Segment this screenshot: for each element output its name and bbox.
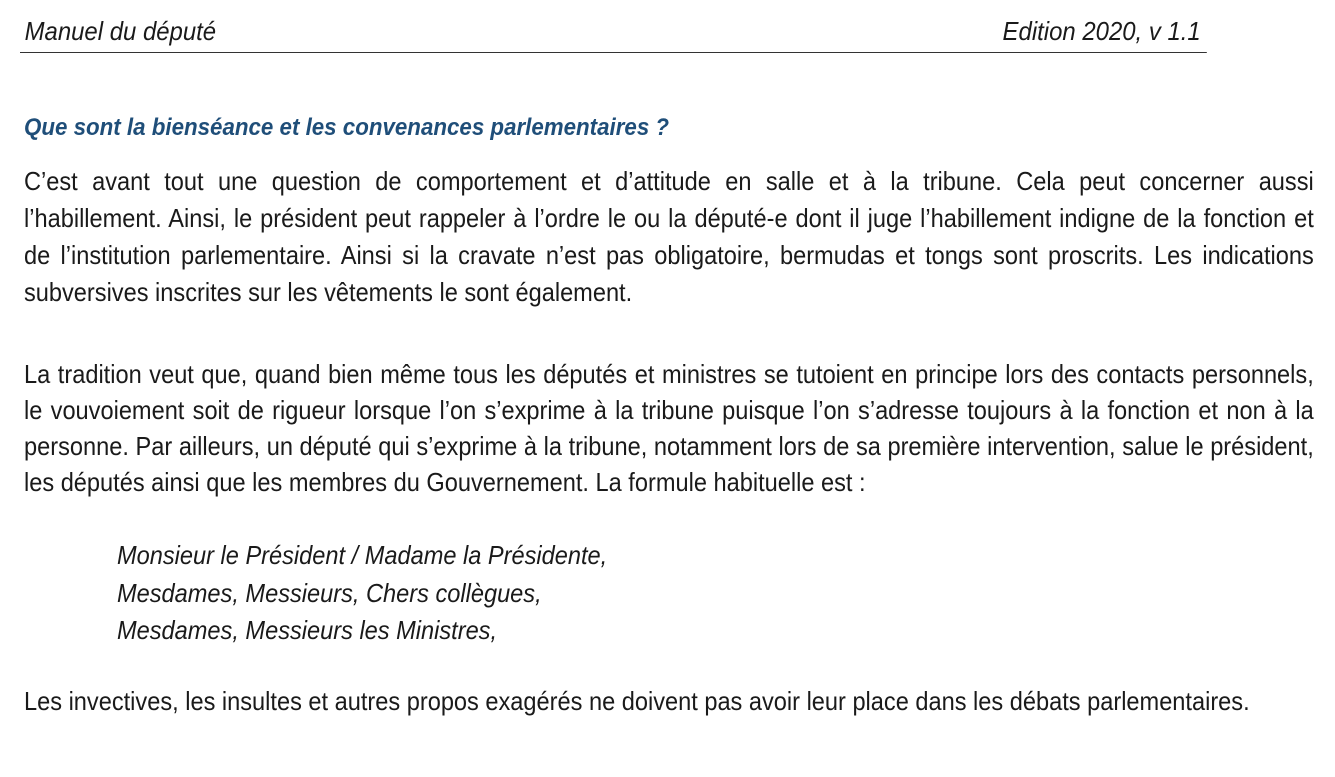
formula-line: Mesdames, Messieurs les Ministres,: [117, 615, 498, 645]
header-title: Manuel du député: [24, 16, 217, 46]
section-heading: Que sont la bienséance et les convenances parlementaires ?: [24, 114, 670, 141]
header-edition: Edition 2020, v 1.1: [1002, 16, 1201, 46]
paragraph-vouvoiement: La tradition veut que, quand bien même tous les députés et ministres se tutoient en principe lors des contacts personnels, le vouvoiement soit de rigueur lorsque l’on s’exprime à la tribune puisque l’on s’adresse toujours à la fonction et non à la personne. Par ailleurs, un député qui s’exprime à la tribune, notamment lors de sa première intervention, salue le président, les députés ainsi que les membres du Gouvernement. La formule habituelle est :: [24, 359, 1314, 497]
paragraph-invectives: Les invectives, les insultes et autres propos exagérés ne doivent pas avoir leur place dans les débats parlementaires.: [24, 686, 1250, 716]
page-header: [20, 14, 1207, 53]
formula-line: Mesdames, Messieurs, Chers collègues,: [117, 577, 542, 608]
greeting-formula: [117, 537, 607, 650]
formula-line: Monsieur le Président / Madame la Présidente,: [117, 540, 608, 570]
paragraph-habillement: C’est avant tout une question de comportement et d’attitude en salle et à la tribune. Cela peut concerner aussi l’habillement. Ainsi, le président peut rappeler à l’ordre le ou la député-e dont il juge l’habillement indigne de la fonction et de l’institution parlementaire. Ainsi si la cravate n’est pas obligatoire, bermudas et tongs sont proscrits. Les indications subversives inscrites sur les vêtements le sont également.: [24, 166, 1314, 307]
